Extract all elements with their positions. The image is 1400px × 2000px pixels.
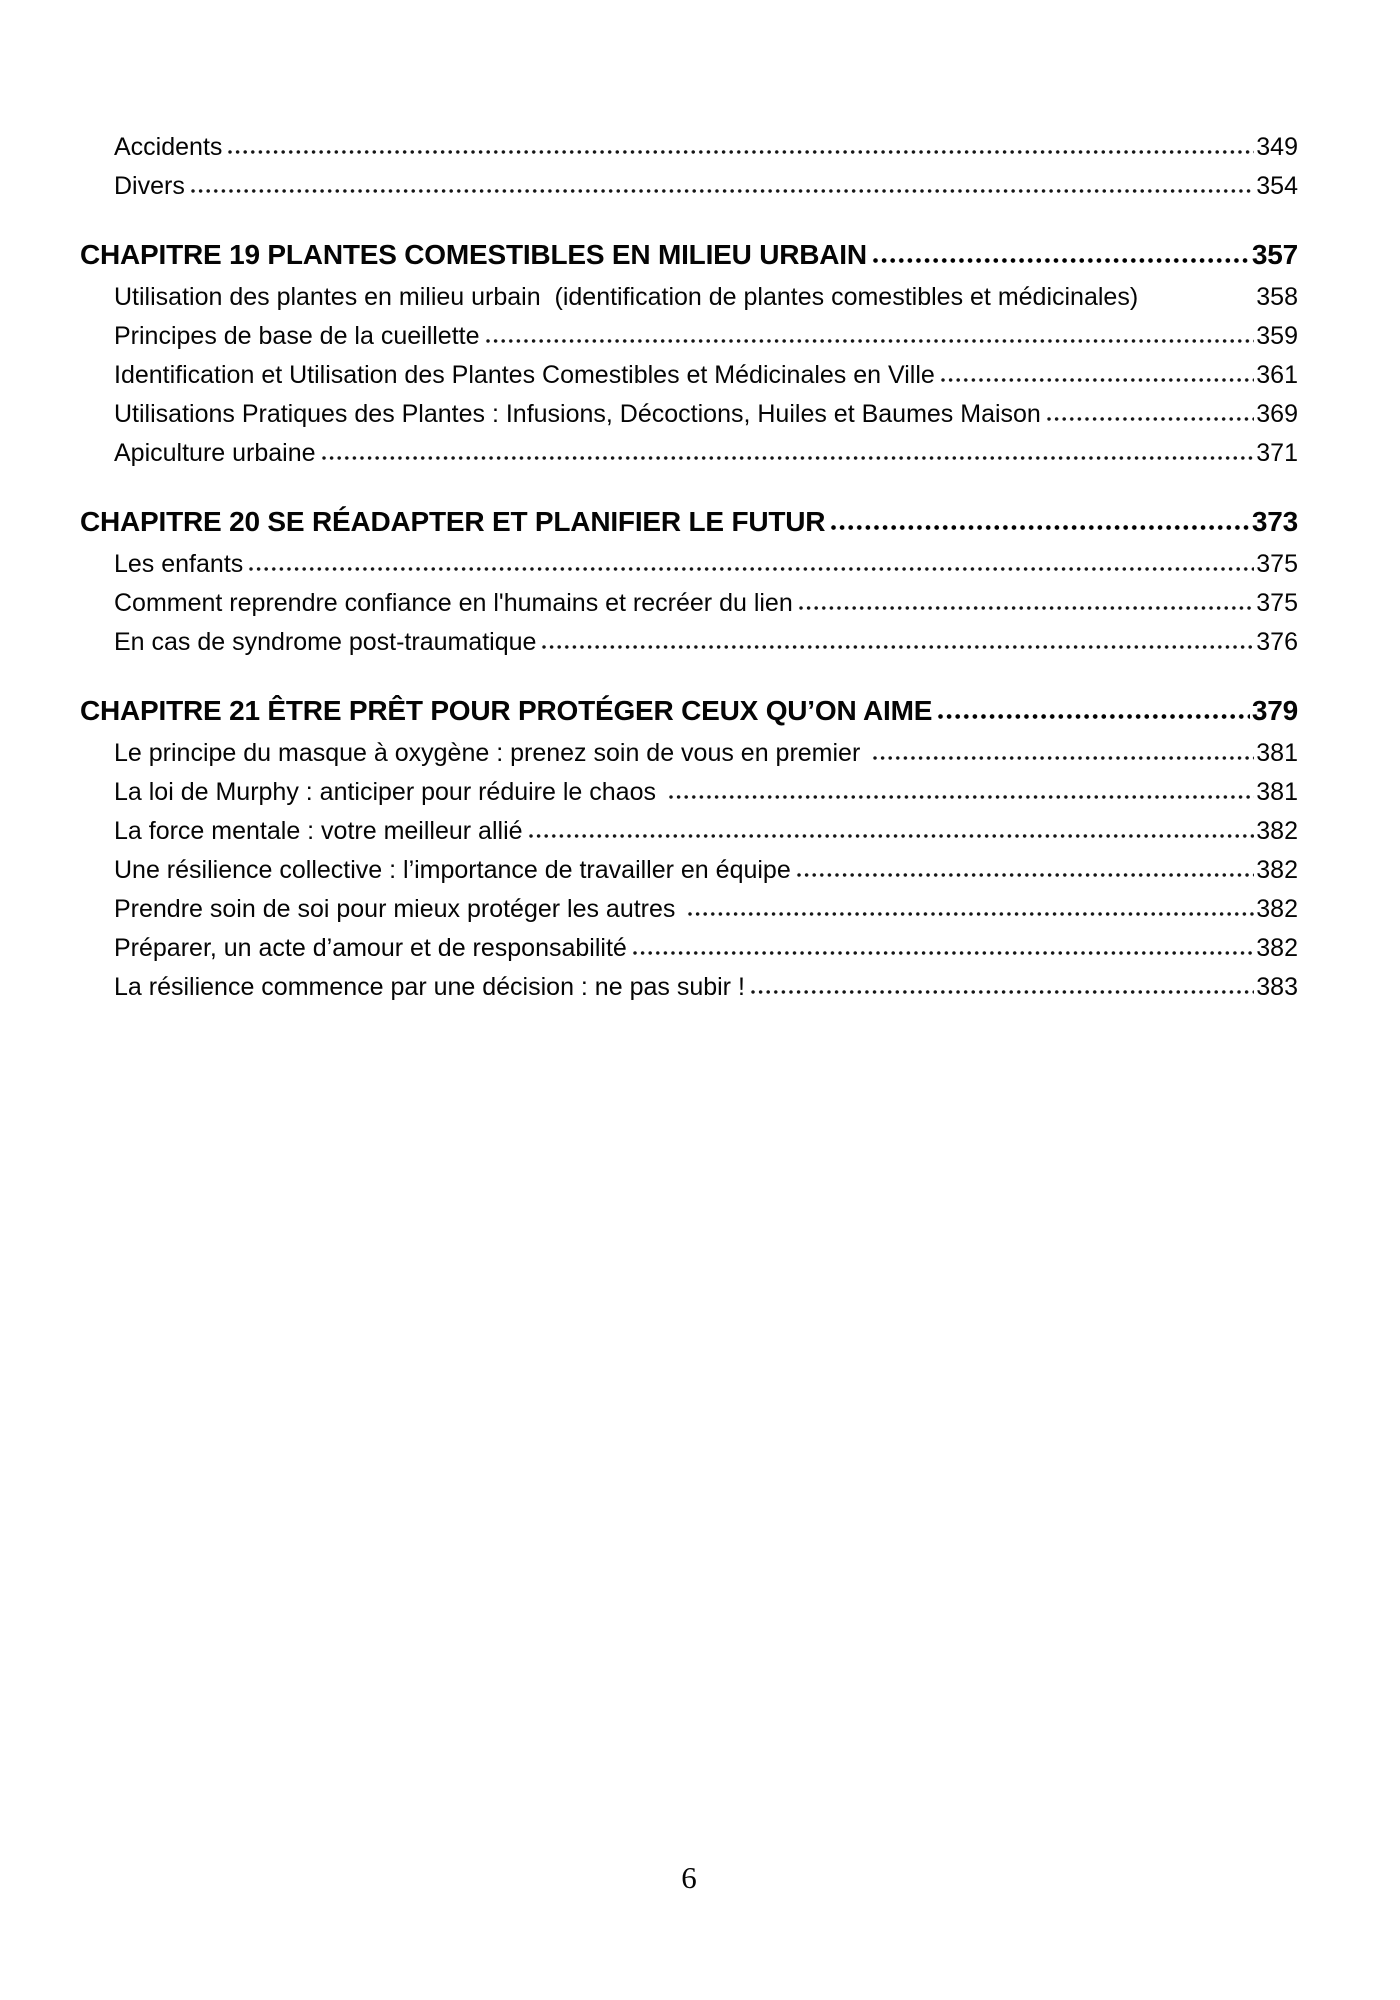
- toc-entry-page: 382: [1256, 934, 1298, 962]
- leader-dots: [940, 377, 1254, 383]
- toc-entry-label: Les enfants: [114, 550, 244, 578]
- toc-entry-page: 354: [1256, 172, 1298, 200]
- leader-dots: [190, 188, 1254, 194]
- toc-entry-page: 369: [1256, 400, 1298, 428]
- toc-entry: [80, 851, 1298, 890]
- leader-dots: [485, 338, 1255, 344]
- toc-entry-label: Accidents: [114, 133, 223, 161]
- leader-dots: [796, 872, 1255, 878]
- toc-entry-label: Préparer, un acte d’amour et de responsabilité: [114, 934, 627, 962]
- leader-dots: [528, 833, 1255, 839]
- toc-entry-label: La loi de Murphy : anticiper pour réduire le chaos: [114, 778, 663, 806]
- leader-dots: [632, 950, 1254, 956]
- toc-entry-label: Le principe du masque à oxygène : prenez soin de vous en premier: [114, 739, 868, 767]
- toc-entry-label: CHAPITRE 20 SE RÉADAPTER ET PLANIFIER LE FUTUR: [80, 506, 826, 537]
- toc-entry-page: 379: [1251, 695, 1298, 726]
- leader-dots: [321, 455, 1255, 461]
- toc-entry-page: 381: [1256, 778, 1298, 806]
- toc-entry: [80, 167, 1298, 206]
- toc-entry-page: 382: [1256, 856, 1298, 884]
- toc-entry: [80, 734, 1298, 773]
- toc-entry-page: 361: [1256, 361, 1298, 389]
- toc-entry-page: 383: [1256, 973, 1298, 1001]
- toc-entry-label: CHAPITRE 21 ÊTRE PRÊT POUR PROTÉGER CEUX QU’ON AIME: [80, 695, 933, 726]
- leader-dots: [1046, 416, 1254, 422]
- toc-entry-label: Utilisations Pratiques des Plantes : Infusions, Décoctions, Huiles et Baumes Maison: [114, 400, 1041, 428]
- leader-dots: [541, 644, 1254, 650]
- toc-list: [80, 128, 1298, 1007]
- toc-entry-page: 382: [1256, 817, 1298, 845]
- leader-dots: [798, 605, 1255, 611]
- toc-entry: [80, 545, 1298, 584]
- toc-chapter-entry: [80, 232, 1298, 278]
- toc-entry-page: 359: [1256, 322, 1298, 350]
- toc-entry: [80, 434, 1298, 473]
- toc-entry: [80, 584, 1298, 623]
- toc-entry: [80, 395, 1298, 434]
- leader-dots: [872, 755, 1254, 761]
- toc-entry-label: Identification et Utilisation des Plantes Comestibles et Médicinales en Ville: [114, 361, 935, 389]
- page-folio: 6: [681, 1860, 697, 1895]
- toc-entry-label: Une résilience collective : l’importance de travailler en équipe: [114, 856, 791, 884]
- toc-entry: [80, 623, 1298, 662]
- toc-entry-label: Apiculture urbaine: [114, 439, 316, 467]
- toc-entry-label: Utilisation des plantes en milieu urbain (identification de plantes comestibles et médicinales): [114, 283, 1139, 311]
- toc-entry-label: Divers: [114, 172, 185, 200]
- toc-entry-page: 357: [1251, 239, 1298, 270]
- leader-dots: [872, 257, 1250, 264]
- toc-entry-label: Comment reprendre confiance en l'humains et recréer du lien: [114, 589, 793, 617]
- leader-dots: [668, 794, 1254, 800]
- toc-entry-label: La résilience commence par une décision : ne pas subir !: [114, 973, 745, 1001]
- toc-chapter-entry: [80, 499, 1298, 545]
- toc-chapter-entry: [80, 688, 1298, 734]
- toc-entry: [80, 812, 1298, 851]
- toc-entry-label: Prendre soin de soi pour mieux protéger les autres: [114, 895, 683, 923]
- leader-dots: [687, 911, 1254, 917]
- toc-entry: [80, 278, 1298, 317]
- toc-entry-page: 373: [1251, 506, 1298, 537]
- toc-entry-label: La force mentale : votre meilleur allié: [114, 817, 523, 845]
- toc-entry-label: En cas de syndrome post-traumatique: [114, 628, 537, 656]
- toc-entry-page: 371: [1256, 439, 1298, 467]
- leader-dots: [227, 149, 1254, 155]
- toc-entry-page: 358: [1256, 283, 1298, 311]
- toc-entry-label: CHAPITRE 19 PLANTES COMESTIBLES EN MILIEU URBAIN: [80, 239, 867, 270]
- leader-dots: [248, 566, 1254, 572]
- toc-entry: [80, 317, 1298, 356]
- toc-entry-page: 375: [1256, 589, 1298, 617]
- toc-entry-page: 349: [1256, 133, 1298, 161]
- toc-entry-label: Principes de base de la cueillette: [114, 322, 480, 350]
- toc-entry: [80, 128, 1298, 167]
- toc-entry: [80, 356, 1298, 395]
- leader-dots: [937, 713, 1250, 720]
- toc-entry-page: 375: [1256, 550, 1298, 578]
- toc-entry-page: 376: [1256, 628, 1298, 656]
- leader-dots: [750, 989, 1254, 995]
- toc-entry: [80, 890, 1298, 929]
- toc-entry: [80, 773, 1298, 812]
- toc-entry-page: 382: [1256, 895, 1298, 923]
- toc-entry: [80, 968, 1298, 1007]
- leader-dots: [830, 524, 1250, 531]
- toc-entry: [80, 929, 1298, 968]
- leader-dots: [1138, 299, 1256, 305]
- toc-entry-page: 381: [1256, 739, 1298, 767]
